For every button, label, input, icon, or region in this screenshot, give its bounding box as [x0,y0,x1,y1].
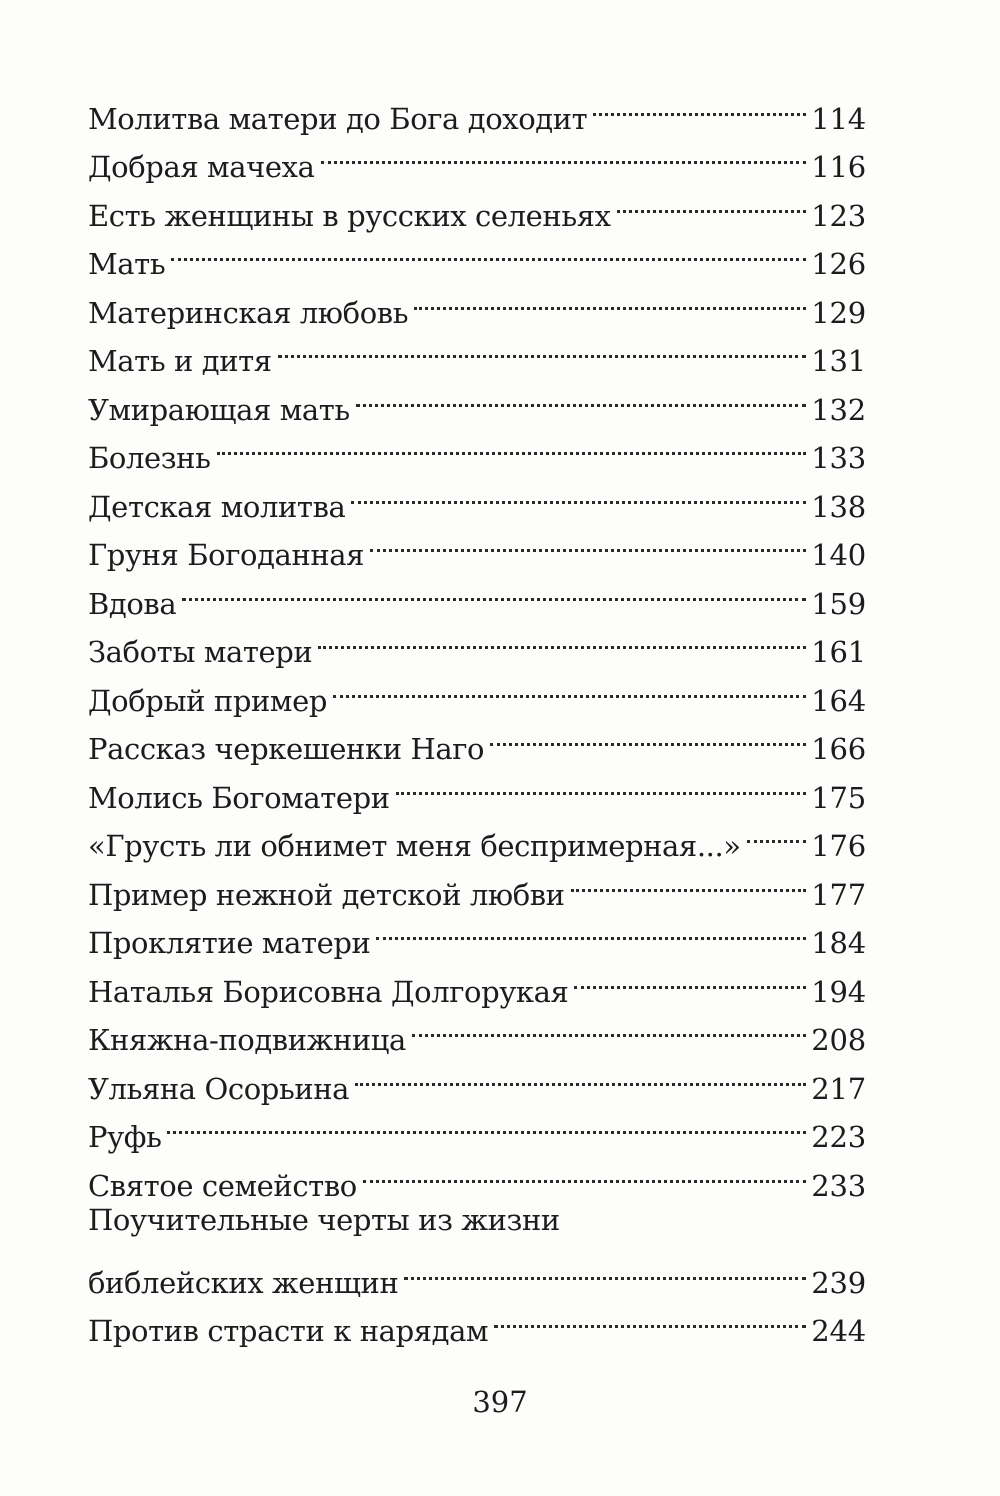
toc-entry-page: 126 [811,247,866,281]
toc-entry-page: 133 [811,441,866,475]
dot-leader [351,468,806,517]
toc-entry-title: Руфь [88,1120,162,1154]
toc-entry [88,565,866,621]
toc-entry-title: Молитва матери до Бога доходит [88,101,588,136]
toc-entry-title-line2: библейских женщин [88,1265,399,1300]
table-of-contents [88,80,866,1348]
toc-entry [88,1147,866,1203]
dot-leader [747,808,806,857]
toc-entry [88,80,866,136]
toc-entry-page: 131 [811,344,866,378]
toc-entry-page: 244 [811,1314,866,1348]
dot-leader [617,177,806,226]
toc-entry-title: Болезнь [88,441,211,475]
toc-entry-page: 164 [811,683,866,718]
dot-leader [333,662,806,711]
toc-entry-second-line [88,1244,866,1300]
toc-entry-page: 114 [811,101,866,136]
dot-leader [363,1147,806,1196]
toc-entry-page: 166 [811,732,866,766]
toc-entry-page: 184 [811,926,866,960]
toc-entry-page: 161 [811,635,866,669]
toc-entry-title: Проклятие матери [88,926,371,960]
dot-leader [571,856,806,905]
dot-leader [318,614,806,663]
toc-entry-title: Заботы матери [88,635,313,669]
toc-entry-page: 138 [811,489,866,524]
toc-entry-page: 129 [811,295,866,330]
toc-entry-page: 132 [811,392,866,427]
toc-entry-title: Молись Богоматери [88,780,390,815]
toc-entry-page: 223 [811,1120,866,1154]
toc-entry-page: 233 [811,1168,866,1203]
toc-entry-title: Есть женщины в русских селеньях [88,198,611,233]
toc-entry-title-line1: Поучительные черты из жизни [88,1202,560,1237]
toc-entry-page: 159 [811,586,866,621]
toc-entry-two-line [88,1196,866,1300]
toc-entry-title: Добрая мачеха [88,150,315,184]
toc-entry-page: 140 [811,538,866,572]
dot-leader [356,371,806,420]
dot-leader [321,129,807,178]
toc-entry-page: 176 [811,829,866,863]
toc-entry-title: Святое семейство [88,1168,357,1203]
dot-leader [376,905,806,954]
toc-entry-title: Ульяна Осорьина [88,1071,350,1106]
toc-entry [88,614,866,669]
toc-entry-page: 239 [811,1265,866,1300]
toc-entry-title: «Грусть ли обнимет меня беспримерная...» [88,829,741,863]
dot-leader [490,711,806,760]
toc-entry-page: 217 [811,1071,866,1106]
dot-leader [182,565,806,614]
toc-entry-title: Добрый пример [88,683,327,718]
dot-leader [167,1099,806,1148]
page-number: 397 [472,1385,528,1419]
toc-entry-page: 177 [811,877,866,912]
dot-leader [171,226,806,275]
toc-entry-page: 194 [811,974,866,1009]
toc-entry-title: Княжна-подвижница [88,1023,406,1057]
toc-entry-title: Пример нежной детской любви [88,877,565,912]
toc-entry-title: Мать и дитя [88,344,272,378]
toc-entry-title: Умирающая мать [88,392,350,427]
toc-entry-title: Мать [88,247,166,281]
dot-leader [412,1002,806,1051]
toc-entry [88,1099,866,1154]
dot-leader [217,420,807,469]
toc-entry-title: Против страсти к нарядам [88,1314,489,1348]
dot-leader [593,80,806,129]
toc-entry-page: 116 [811,150,866,184]
dot-leader [494,1293,806,1342]
toc-entry [88,226,866,281]
toc-entry-title: Груня Богоданная [88,538,365,572]
toc-entry-page: 208 [811,1023,866,1057]
toc-entry-title: Вдова [88,586,177,621]
toc-entry [88,274,866,330]
toc-entry-page: 175 [811,780,866,815]
dot-leader [396,759,806,808]
dot-leader [278,323,806,372]
toc-entry-title: Рассказ черкешенки Наго [88,732,485,766]
toc-entry-title: Материнская любовь [88,295,409,330]
toc-entry-title: Детская молитва [88,489,346,524]
dot-leader [355,1050,806,1099]
dot-leader [574,953,806,1002]
dot-leader [370,517,806,566]
toc-entry-page: 123 [811,198,866,233]
toc-entry-title: Наталья Борисовна Долгорукая [88,974,569,1009]
dot-leader [414,274,806,323]
dot-leader [404,1244,806,1293]
